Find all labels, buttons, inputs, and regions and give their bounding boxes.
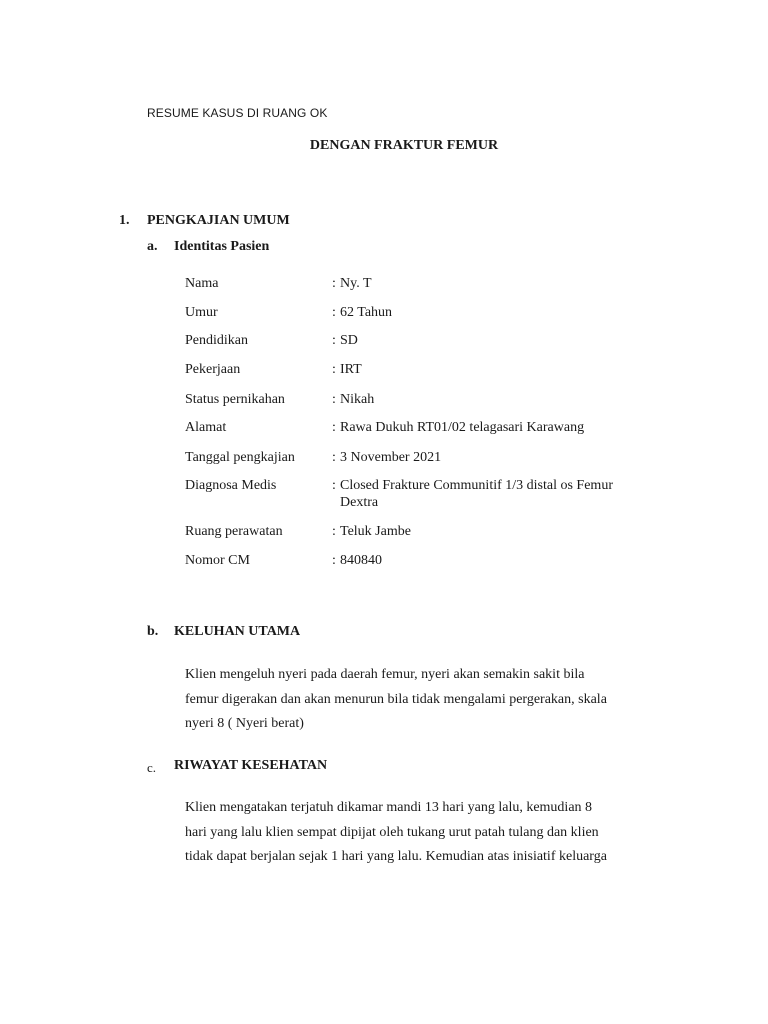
subsection-title-a: Identitas Pasien: [174, 239, 270, 254]
identity-separator: :: [332, 392, 336, 407]
paragraph-line: nyeri 8 ( Nyeri berat): [185, 716, 304, 731]
subsection-letter-c: c.: [147, 760, 157, 775]
paragraph-line: tidak dapat berjalan sejak 1 hari yang lalu. Kemudian atas inisiatif keluarga: [185, 849, 607, 864]
header-line: RESUME KASUS DI RUANG OK: [147, 106, 328, 120]
subsection-letter-b: b.: [147, 624, 159, 639]
identity-label: Nomor CM: [185, 553, 250, 568]
document-title: DENGAN FRAKTUR FEMUR: [309, 138, 499, 153]
identity-label: Nama: [185, 276, 219, 291]
identity-value: 840840: [340, 553, 382, 568]
identity-value: IRT: [340, 362, 362, 377]
subsection-title-c: RIWAYAT KESEHATAN: [174, 758, 328, 773]
identity-label: Ruang perawatan: [185, 524, 283, 539]
identity-label: Umur: [185, 305, 218, 320]
identity-separator: :: [332, 276, 336, 291]
identity-value: SD: [340, 333, 358, 348]
identity-separator: :: [332, 420, 336, 435]
identity-separator: :: [332, 362, 336, 377]
section-title: PENGKAJIAN UMUM: [147, 213, 290, 228]
identity-value: Ny. T: [340, 276, 372, 291]
identity-separator: :: [332, 333, 336, 348]
identity-label: Alamat: [185, 420, 227, 435]
identity-separator: :: [332, 553, 336, 568]
identity-separator: :: [332, 450, 336, 465]
identity-value: 3 November 2021: [340, 450, 442, 465]
paragraph-line: Klien mengatakan terjatuh dikamar mandi 13 hari yang lalu, kemudian 8: [185, 800, 593, 815]
identity-value: Teluk Jambe: [340, 524, 411, 539]
identity-label: Status pernikahan: [185, 392, 285, 407]
subsection-title-b: KELUHAN UTAMA: [174, 624, 301, 639]
identity-label: Diagnosa Medis: [185, 478, 277, 493]
subsection-letter-a: a.: [147, 239, 158, 254]
identity-value: Rawa Dukuh RT01/02 telagasari Karawang: [340, 420, 585, 435]
identity-separator: :: [332, 524, 336, 539]
keluhan-paragraph: [185, 663, 655, 737]
identity-value: 62 Tahun: [340, 305, 393, 320]
identity-value-continuation: Dextra: [340, 495, 379, 510]
identity-label: Pendidikan: [185, 333, 248, 348]
identity-value: Closed Frakture Communitif 1/3 distal os Femur: [340, 478, 613, 493]
identity-label: Pekerjaan: [185, 362, 241, 377]
paragraph-line: femur digerakan dan akan menurun bila tidak mengalami pergerakan, skala: [185, 691, 607, 707]
identity-label: Tanggal pengkajian: [185, 450, 295, 465]
identity-separator: :: [332, 305, 336, 320]
paragraph-line: hari yang lalu klien sempat dipijat oleh tukang urut patah tulang dan klien: [185, 824, 599, 840]
section-number: 1.: [119, 213, 130, 228]
paragraph-line: Klien mengeluh nyeri pada daerah femur, nyeri akan semakin sakit bila: [185, 667, 585, 682]
identity-value: Nikah: [340, 392, 375, 407]
riwayat-paragraph: [185, 796, 655, 870]
identity-separator: :: [332, 478, 336, 493]
